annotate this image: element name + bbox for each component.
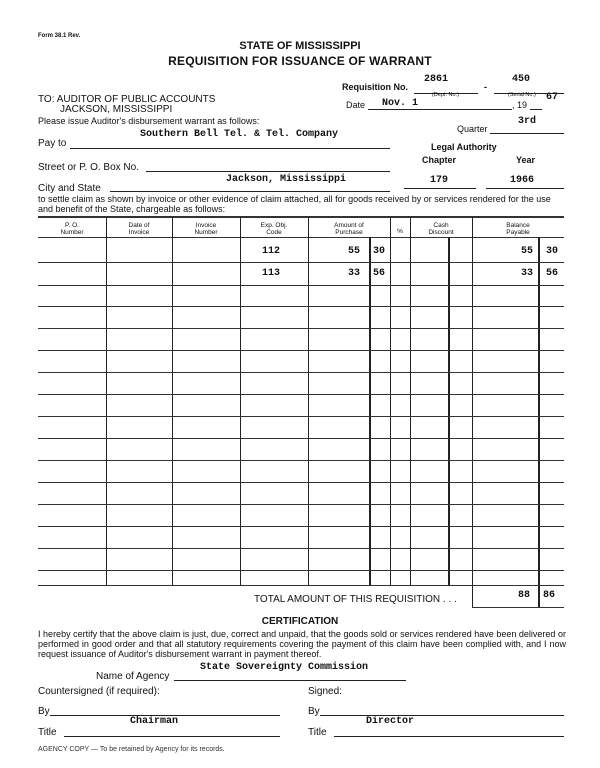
total-dollars: 88 [518,590,531,601]
legal-year-label: Year [516,155,536,165]
city-value: Jackson, Mississippi [226,174,347,185]
year-value: 67 [546,92,559,103]
chapter-label: Chapter [422,155,457,165]
exp-code: 112 [262,246,281,257]
year-prefix: , 19 [512,100,528,110]
countersigned-label: Countersigned (if required): [38,686,160,697]
left-title-value: Chairman [130,716,179,727]
header-invoice-number: Invoice Number [194,222,218,236]
header-po: P. O. Number [60,222,84,236]
settle-text: to settle claim as shown by invoice or other evidence of claim attached, all for goods received by or services rendered for the use and benefit of the State, chargeable as follows: [38,194,551,214]
footer-note: AGENCY COPY — To be retained by Agency for its records. [38,746,225,753]
requisition-label: Requisition No. [342,82,408,92]
pay-to-label: Pay to [38,138,67,149]
balance-dollars: 33 [521,268,534,279]
instruction-text: Please issue Auditor's disbursement warrant as follows: [38,116,260,126]
agency-value: State Sovereignty Commission [200,662,369,673]
header-date-of-invoice: Date of Invoice [128,222,150,236]
amount-cents: 30 [373,246,386,257]
city-label: City and State [38,183,101,194]
total-cents: 86 [543,590,556,601]
date-value: Nov. 1 [382,98,419,109]
date-label: Date [346,100,366,110]
exp-code: 113 [262,268,281,279]
header-cash-discount: Cash Discount [428,222,454,236]
chapter-value: 179 [430,175,449,186]
form-id: Form 38.1 Rev. [38,33,81,39]
pay-to-value: Southern Bell Tel. & Tel. Company [140,129,339,140]
right-title-value: Director [366,716,415,727]
amount-dollars: 33 [348,268,361,279]
right-title-label: Title [308,727,327,738]
total-label: TOTAL AMOUNT OF THIS REQUISITION . . . [254,594,457,605]
certification-text: I hereby certify that the above claim is just, due, correct and unpaid, that the goods sold or services rendered have been delivered or performed in good order and that all statutory requirements covering the payment of this claim have been complied with, and I now request issuance of Auditor's disbursement warrant in payment thereof. [38,629,566,659]
header-balance-payable: Balance Payable [506,222,530,236]
certification-title: CERTIFICATION [261,616,339,627]
state-title: STATE OF MISSISSIPPI [239,40,361,52]
dept-number: 2861 [424,74,449,85]
to-line-2: JACKSON, MISSISSIPPI [60,104,173,115]
header-percent: % [397,228,403,235]
amount-cents: 56 [373,268,386,279]
street-label: Street or P. O. Box No. [38,162,139,173]
quarter-value: 3rd [518,116,537,127]
balance-cents: 30 [546,246,559,257]
form-title: REQUISITION FOR ISSUANCE OF WARRANT [168,54,432,68]
dept-caption: (Dept. No.) [432,92,459,98]
amount-dollars: 55 [348,246,361,257]
legal-year-value: 1966 [510,175,535,186]
header-amount-of-purchase: Amount of Purchase [334,222,364,236]
balance-dollars: 55 [521,246,534,257]
serial-caption: (Serial No.) [508,92,536,98]
header-exp-obj-code: Exp. Obj. Code [260,222,288,236]
to-line-1: TO: AUDITOR OF PUBLIC ACCOUNTS [38,94,216,105]
agency-label: Name of Agency [96,671,170,682]
signed-label: Signed: [308,686,342,697]
balance-cents: 56 [546,268,559,279]
left-by-label: By [38,706,50,717]
left-title-label: Title [38,727,57,738]
legal-authority-title: Legal Authority [431,142,497,152]
quarter-label: Quarter [457,124,488,134]
serial-number: 450 [512,74,531,85]
right-by-label: By [308,706,320,717]
